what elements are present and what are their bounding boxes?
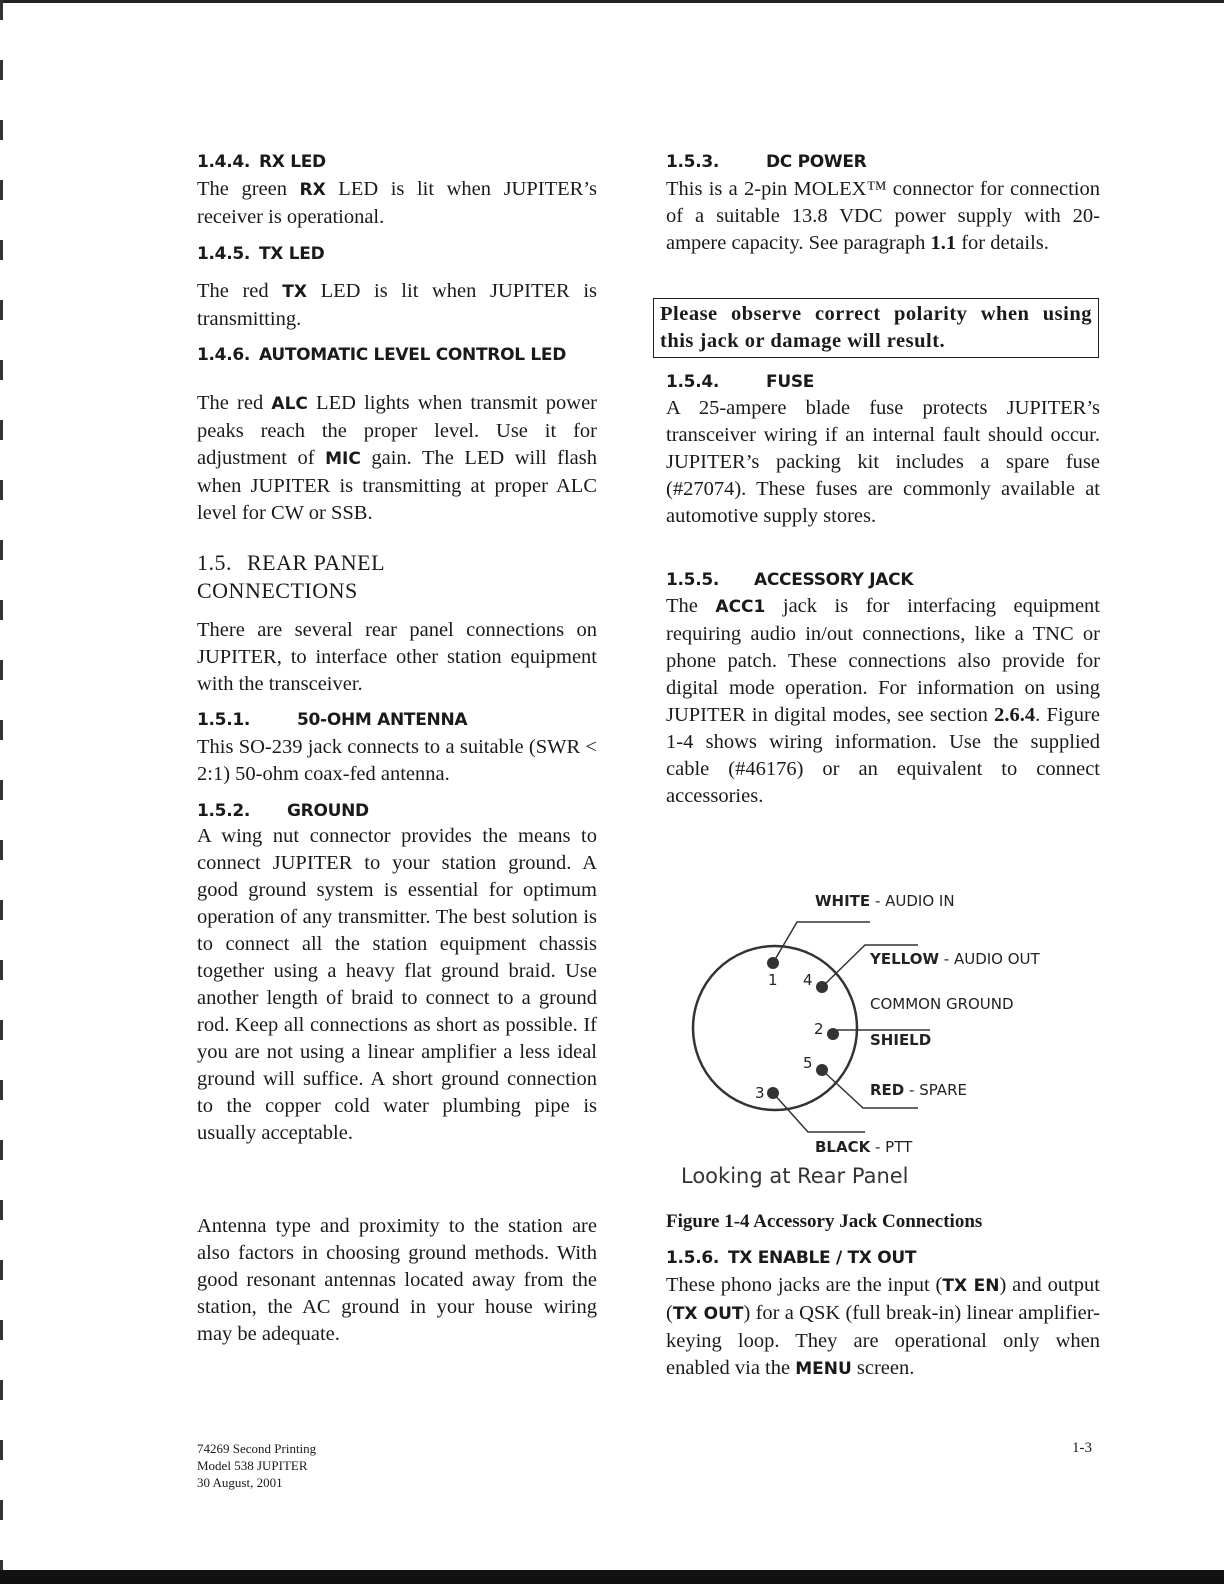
bold-term: MIC [325,449,361,469]
footer-info [197,1440,316,1491]
bold-reference: 1.1 [930,232,957,254]
view-caption: Looking at Rear Panel [681,1164,909,1188]
text-run: for details. [956,232,1049,254]
bold-term: TX OUT [672,1304,744,1324]
label-yellow: YELLOW - AUDIO OUT [870,950,1040,968]
label-shield: SHIELD [870,1031,932,1049]
heading-number: 1.5.6. [666,1248,720,1268]
heading-title: ACCESSORY JACK [754,570,914,590]
label-common-ground: COMMON GROUND [870,995,1014,1013]
heading-number: 1.5. [197,550,232,575]
text-run: jack is for interfacing equipment requiring audio in/out connections, like a TNC or phone patch. These connections also provide for digital mode operation. For information on using JUPITER in digital modes, see section [666,595,1101,726]
text-run: These phono jacks are the input ( [666,1274,943,1296]
text-run: LED is lit when JUPITER’s receiver is operational. [197,178,597,228]
heading-number: 1.5.2. [197,801,251,821]
bold-term: ACC1 [715,597,766,617]
heading-number: 1.4.6. [197,345,251,365]
heading-title: RX LED [259,152,326,172]
bold-term: ALC [271,394,308,414]
heading-title: TX LED [259,244,325,264]
heading-number: 1.5.5. [666,570,720,590]
bold-term: TX [282,282,307,302]
figure-caption: Figure 1-4 Accessory Jack Connections [666,1211,983,1232]
heading-number: 1.5.1. [197,710,251,730]
pin-label-1: 1 [768,971,778,989]
heading-number: 1.4.4. [197,152,251,172]
heading-number: 1.5.3. [666,152,720,172]
heading-title: REAR PANEL CONNECTIONS [197,550,385,603]
pin-label-4: 4 [803,971,813,989]
heading-title: TX ENABLE / TX OUT [728,1248,917,1268]
heading-title: AUTOMATIC LEVEL CONTROL LED [259,345,567,365]
pin-label-2: 2 [814,1020,824,1038]
pin-5 [816,1064,828,1076]
text-run: The green [197,178,300,200]
text-run: There are several rear panel connections on JUPITER, to interface other station equipment with the transceiver. [197,619,597,695]
footer-printing: 74269 Second Printing [197,1441,317,1456]
text-run: This SO-239 jack connects to a suitable (SWR < 2:1) 50-ohm coax-fed antenna. [197,736,597,785]
text-run: Antenna type and proximity to the station are also factors in choosing ground methods. With good resonant antennas located away from the station, the AC ground in your house wiring may be adequate. [197,1215,597,1345]
text-run: A wing nut connector provides the means to connect JUPITER to your station ground. A good ground system is essential for optimum operation of any transmitter. The best solution is to connect all the station equipment chassis together using a heavy flat ground braid. Use another length of braid to connect to a ground rod. Keep all connections as short as possible. If you are not using a linear amplifier a less ideal ground will suffice. A short ground connection to the copper cold water plumbing pipe is usually acceptable. [197,825,597,1144]
pin-3 [767,1087,779,1099]
paragraph-tx-enable [666,1272,1100,1383]
text-run: LED lights when transmit power peaks reach the proper level. Use it for adjustment of [197,392,598,469]
text-run: This is a 2-pin MOLEX™ connector for connection of a suitable 13.8 VDC power supply with 20-ampere capacity. See paragraph [666,178,1100,254]
heading-title: DC POWER [766,152,867,172]
scan-edge-bottom [0,1570,1224,1584]
bold-reference: 2.6.4 [994,704,1036,726]
pin-2 [827,1028,839,1040]
leader-black [773,1093,865,1132]
bold-term: TX EN [942,1276,1000,1296]
label-black: BLACK - PTT [815,1138,913,1156]
label-red: RED - SPARE [870,1081,967,1099]
text-run: The red [197,392,272,414]
footer-model: Model 538 JUPITER [197,1458,308,1473]
heading-number: 1.4.5. [197,244,251,264]
bold-term: RX [299,180,326,200]
bold-term: MENU [795,1359,852,1379]
text-run: gain. The LED will flash when JUPITER is transmitting at proper ALC level for CW or SSB. [197,447,597,524]
footer-date: 30 August, 2001 [197,1475,283,1490]
pin-1 [767,957,779,969]
pin-label-5: 5 [803,1054,813,1072]
heading-title: 50-OHM ANTENNA [297,710,468,730]
text-run: A 25-ampere blade fuse protects JUPITER’s transceiver wiring if an internal fault should occur. JUPITER’s packing kit includes a spare fuse (#27074). These fuses are commonly available at automotive supply stores. [666,397,1100,527]
heading-number: 1.5.4. [666,372,720,392]
text-run: LED is lit when JUPITER is transmitting. [197,280,598,330]
heading-1-5-6 [666,1246,1100,1271]
text-run: The [666,595,716,617]
polarity-warning-box: Please observe correct polarity when using this jack or damage will result. [653,298,1099,358]
text-run: screen. [851,1357,915,1379]
text-run: . Figure 1-4 shows wiring information. Use the supplied cable (#46176) or an equivalent to connect accessories. [666,704,1100,807]
text-run: ) for a QSK (full break-in) linear amplifier-keying loop. They are operational only when enabled via the [666,1302,1100,1379]
pin-4 [816,981,828,993]
text-run: The red [197,280,283,302]
pin-label-3: 3 [755,1084,765,1102]
heading-title: GROUND [287,801,369,821]
heading-title: FUSE [766,372,815,392]
text-run: ) and output ( [666,1274,1100,1324]
leader-white [773,922,870,963]
label-white: WHITE - AUDIO IN [815,892,955,910]
page-number: 1-3 [1072,1440,1092,1456]
